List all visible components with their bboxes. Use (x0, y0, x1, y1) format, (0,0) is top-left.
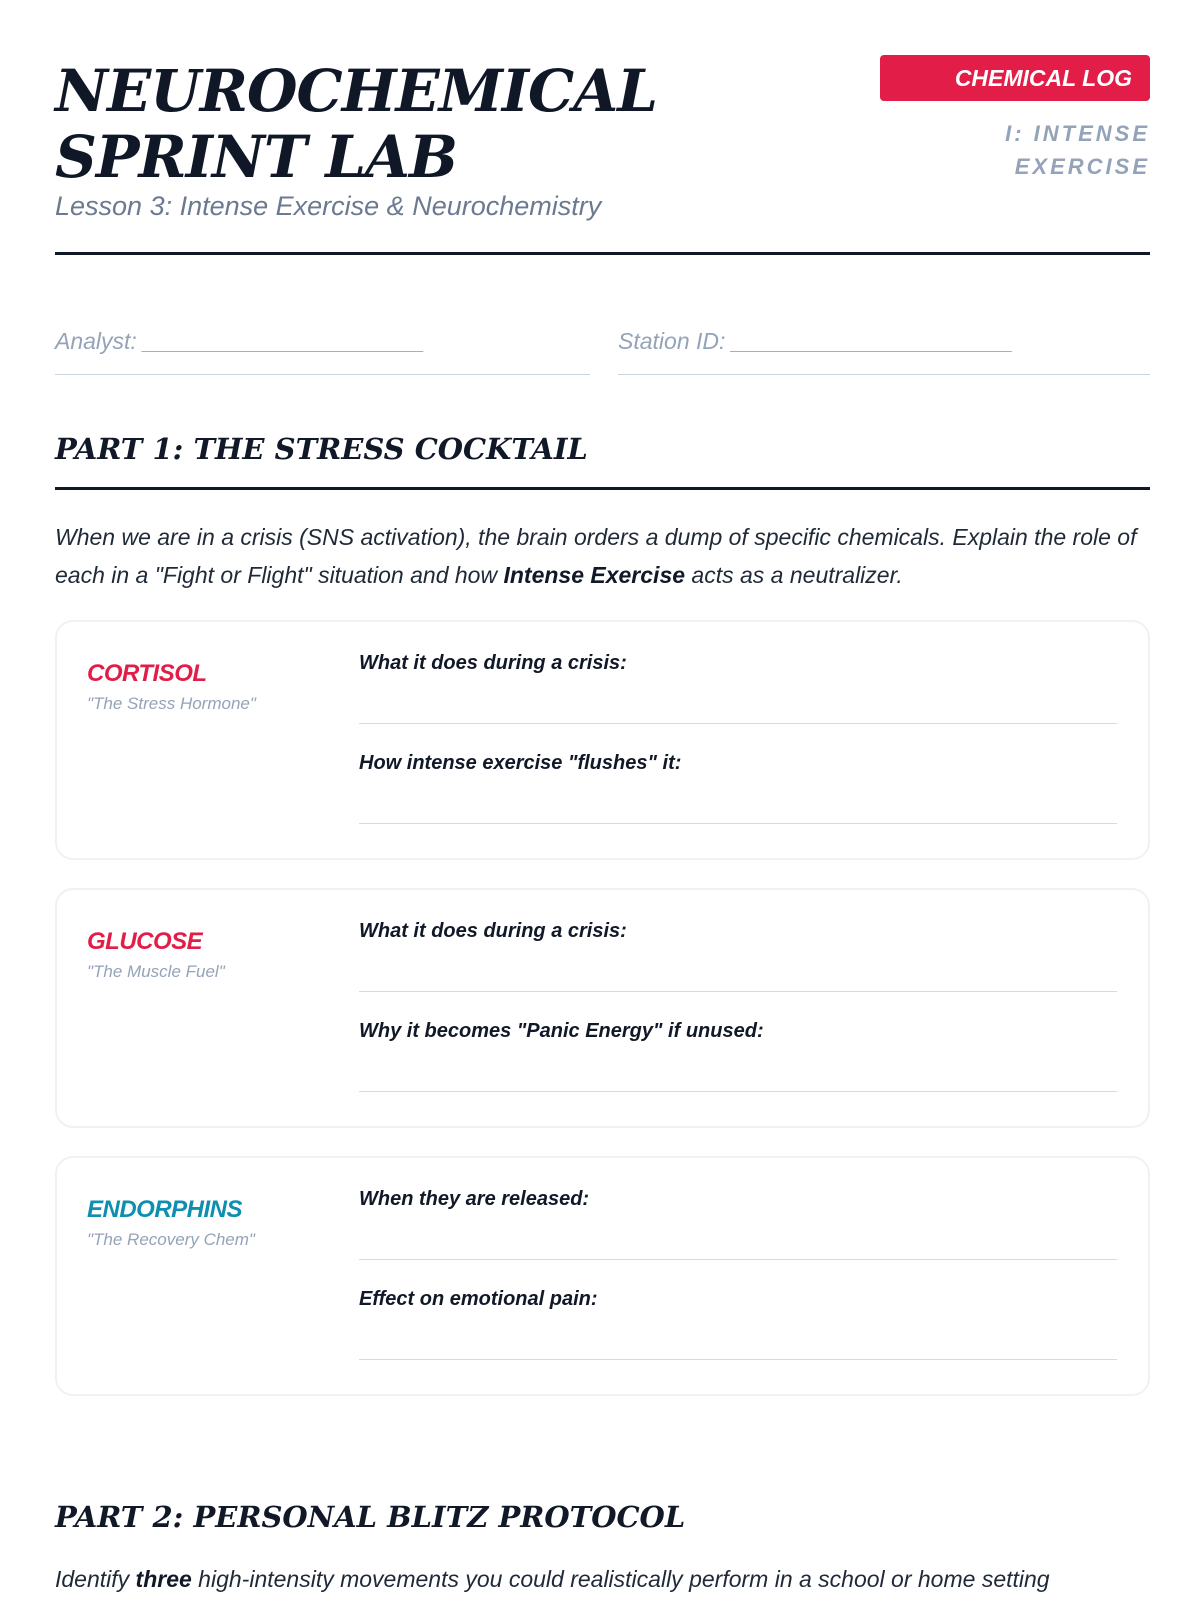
answer-field-release[interactable]: When they are released: (359, 1188, 1117, 1260)
chemical-name: ENDORPHINS (87, 1196, 243, 1223)
chemical-nickname: "The Recovery Chem" (87, 1230, 255, 1249)
page-subtitle: Lesson 3: Intense Exercise & Neurochemistry (55, 191, 602, 221)
header (55, 55, 1150, 255)
part1-intro-bold: Intense Exercise (503, 562, 686, 588)
info-fields (55, 320, 1150, 375)
part2-heading: PART 2: PERSONAL BLITZ PROTOCOL (55, 1500, 686, 1534)
page-title: NEUROCHEMICAL SPRINT LAB (55, 57, 657, 191)
part2-intro-text-a: Identify (55, 1566, 136, 1592)
station-id-field[interactable]: Station ID: ______________________ (618, 320, 1150, 375)
chemical-name: GLUCOSE (87, 928, 203, 955)
worksheet-page (55, 0, 1150, 1600)
part2-intro-bold: three (135, 1566, 192, 1592)
chemical-name: CORTISOL (87, 660, 207, 687)
chemical-card-endorphins (55, 1156, 1150, 1396)
part1-intro-text-a: When we are in a crisis (SNS activation), the brain orders a dump of specific chemicals. Explain the role of each in a "Fight or Flight" situation and how (55, 524, 1137, 588)
part1-intro-text-b: acts as a neutralizer. (685, 562, 903, 588)
part2-intro-text-b: high-intensity movements you could realistically perform in a school or home setting (191, 1566, 1050, 1592)
analyst-field[interactable]: Analyst: ______________________ (55, 320, 590, 375)
chemical-nickname: "The Stress Hormone" (87, 694, 256, 713)
answer-field-flush[interactable]: How intense exercise "flushes" it: (359, 752, 1117, 824)
answer-field-crisis[interactable]: What it does during a crisis: (359, 920, 1117, 992)
answer-field-panic-energy[interactable]: Why it becomes "Panic Energy" if unused: (359, 1020, 1117, 1092)
part2-intro (55, 1560, 1150, 1598)
chemical-log-badge: CHEMICAL LOG (880, 55, 1150, 101)
answer-field-crisis[interactable]: What it does during a crisis: (359, 652, 1117, 724)
unit-label: I: INTENSE EXERCISE (1005, 121, 1150, 179)
chemical-nickname: "The Muscle Fuel" (87, 962, 225, 981)
answer-field-emotional-pain[interactable]: Effect on emotional pain: (359, 1288, 1117, 1360)
part1-intro (55, 518, 1150, 594)
part1-heading: PART 1: THE STRESS COCKTAIL (55, 432, 1150, 490)
chemical-card-glucose (55, 888, 1150, 1128)
chemical-card-cortisol (55, 620, 1150, 860)
